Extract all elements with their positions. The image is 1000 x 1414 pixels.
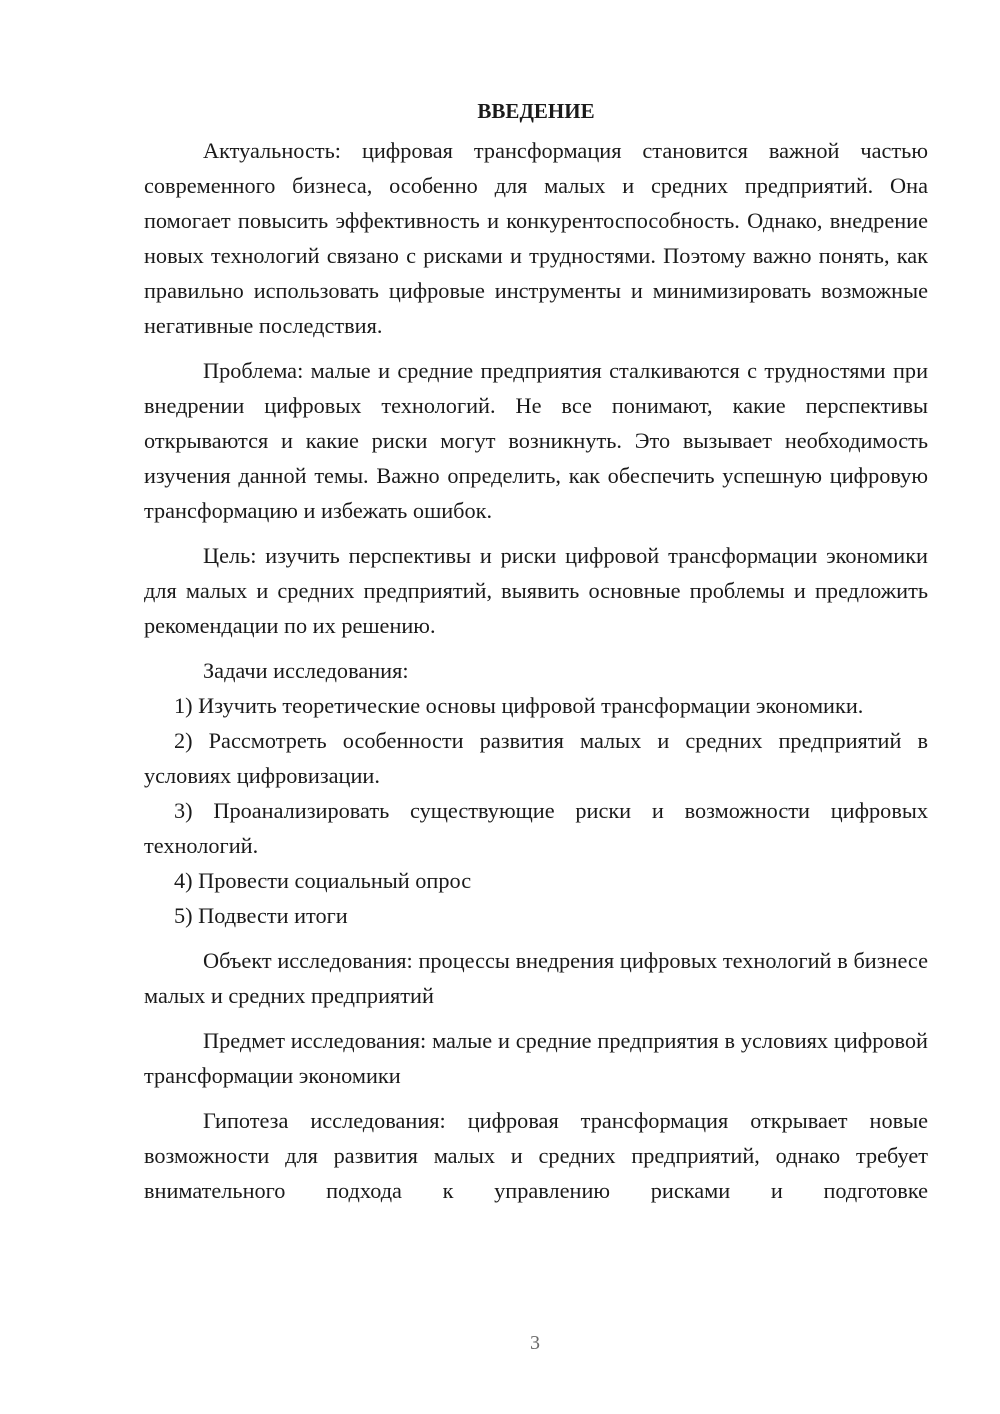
task-item-1: 1) Изучить теоретические основы цифровой трансформации экономики.: [174, 693, 864, 718]
page-title: ВВЕДЕНИЕ: [477, 99, 595, 123]
tasks-title: Задачи исследования:: [203, 658, 409, 683]
task-item-5: 5) Подвести итоги: [174, 903, 348, 928]
paragraph-problem: Проблема: малые и средние предприятия сталкиваются с трудностями при внедрении цифровых технологий. Не все понимают, какие перспективы открываются и какие риски могут возникнуть. Это вызывает необходимость изучения данной темы. Важно определить, как обеспечить успешную цифровую трансформацию и избежать ошибок.: [144, 358, 928, 523]
task-item-3: 3) Проанализировать существующие риски и возможности цифровых технологий.: [144, 798, 928, 858]
paragraph-relevance: Актуальность: цифровая трансформация становится важной частью современного бизнеса, особенно для малых и средних предприятий. Она помогает повысить эффективность и конкурентоспособность. Однако, внедрение новых технологий связано с рисками и трудностями. Поэтому важно понять, как правильно использовать цифровые инструменты и минимизировать возможные негативные последствия.: [144, 138, 928, 338]
page-content: [144, 94, 928, 1208]
task-item-4: 4) Провести социальный опрос: [174, 868, 472, 893]
paragraph-subject: Предмет исследования: малые и средние предприятия в условиях цифровой трансформации экономики: [144, 1028, 928, 1088]
page-number: 3: [530, 1332, 540, 1354]
task-item-2: 2) Рассмотреть особенности развития малых и средних предприятий в условиях цифровизации.: [144, 728, 928, 788]
paragraph-goal: Цель: изучить перспективы и риски цифровой трансформации экономики для малых и средних предприятий, выявить основные проблемы и предложить рекомендации по их решению.: [144, 543, 928, 638]
paragraph-object: Объект исследования: процессы внедрения цифровых технологий в бизнесе малых и средних предприятий: [144, 948, 928, 1008]
paragraph-hypothesis: Гипотеза исследования: цифровая трансформация открывает новые возможности для развития малых и средних предприятий, однако требует внимательного подхода к управлению рисками и подготовке: [144, 1108, 928, 1203]
